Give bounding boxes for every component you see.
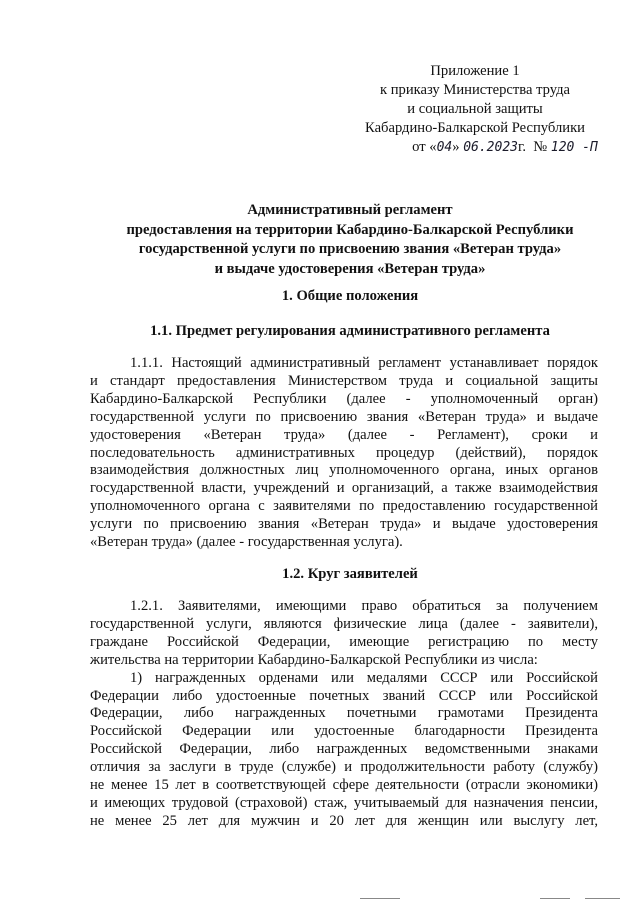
paragraph-line: государственной услуги, являются физические лица (далее - заявители), <box>90 615 598 632</box>
annex-republic-line: Кабардино-Балкарской Республики <box>365 120 585 136</box>
date-year-suffix: г. <box>517 139 526 155</box>
paragraph-line: Кабардино-Балкарской Республики (далее - уполномоченный орган) <box>90 390 598 407</box>
paragraph-line: не менее 25 лет для мужчин и 20 лет для женщин или выслугу лет, <box>90 812 598 829</box>
annex-title: Приложение 1 <box>430 63 520 79</box>
paragraph-line: государственной власти, учреждений и организаций, а также взаимодействия <box>90 480 598 497</box>
paragraph-line: и имеющих трудовой (страховой) стаж, учитываемый для назначения пенсии, <box>90 794 598 811</box>
paragraph-line: и стандарт предоставления Министерством труда и социальной защиты <box>90 372 598 389</box>
paragraph-line: государственной услуги по присвоению звания «Ветеран труда» и выдаче <box>90 408 598 425</box>
scan-artifact <box>360 898 400 899</box>
title-line-4: и выдаче удостоверения «Ветеран труда» <box>214 260 486 277</box>
paragraph-line: Федерации, либо награжденных почетными грамотами Президента <box>90 705 598 722</box>
title-line-3: государственной услуги по присвоению звания «Ветеран труда» <box>138 241 562 257</box>
scan-artifact <box>585 898 620 899</box>
paragraph-line: Российской Федерации, либо награжденных ведомственными знаками <box>90 741 598 758</box>
order-number-label: № <box>533 139 548 155</box>
annex-block <box>330 62 620 157</box>
annex-date-line <box>330 138 620 157</box>
paragraph-line: уполномоченного органа с заявителями по предоставлению государственной <box>90 498 598 515</box>
paragraph-line: 1.1.1. Настоящий административный регламент устанавливает порядок <box>130 355 598 371</box>
paragraph-line: жительства на территории Кабардино-Балкарской Республики из числа: <box>90 651 538 668</box>
paragraph-line: 1.2.1. Заявителями, имеющими право обратиться за получением <box>130 598 598 614</box>
section-1-1-heading: 1.1. Предмет регулирования административного регламента <box>150 323 550 339</box>
paragraph-line: Российской Федерации или удостоенные благодарности Президента <box>90 723 598 740</box>
paragraph-line: взаимодействия должностных лиц уполномоченного органа, иных органов <box>90 462 598 479</box>
title-line-1: Административный регламент <box>247 202 453 218</box>
paragraph-1-2-1 <box>90 598 598 831</box>
paragraph-line: Федерации либо удостоенные почетных званий СССР или Российской <box>90 687 598 704</box>
section-1-heading: 1. Общие положения <box>281 288 419 304</box>
date-day-handwritten: 04 <box>436 140 453 155</box>
date-handwritten: 06.2023 <box>463 140 518 155</box>
paragraph-line: «Ветеран труда» (далее - государственная услуга). <box>90 534 403 551</box>
paragraph-line: последовательность административных процедур (действий), порядок <box>90 444 598 461</box>
paragraph-line: удостоверения «Ветеран труда» (далее - Регламент), сроки и <box>90 426 598 443</box>
document-title <box>60 201 640 279</box>
paragraph-line: отличия за заслуги в труде (службе) и продолжительности работу (службу) <box>90 759 598 776</box>
scan-artifact <box>540 898 570 899</box>
title-line-2: предоставления на территории Кабардино-Балкарской Республики <box>126 221 574 238</box>
paragraph-line: не менее 15 лет в соответствующей сфере деятельности (отрасли экономики) <box>90 777 598 794</box>
annex-order-line: к приказу Министерства труда <box>379 82 571 98</box>
order-number-handwritten: 120 -П <box>550 140 598 155</box>
paragraph-1-1-1 <box>90 355 598 552</box>
section-1-2-heading: 1.2. Круг заявителей <box>282 566 418 582</box>
paragraph-line: 1) награжденных орденами или медалями СССР или Российской <box>130 669 598 686</box>
paragraph-line: граждане Российской Федерации, имеющие регистрацию по месту <box>90 633 598 650</box>
annex-ministry-line: и социальной защиты <box>407 101 543 117</box>
date-mid: » <box>452 139 464 155</box>
date-prefix: от « <box>412 139 437 155</box>
paragraph-line: услуги по присвоению звания «Ветеран труда» и выдаче удостоверения <box>90 516 598 533</box>
